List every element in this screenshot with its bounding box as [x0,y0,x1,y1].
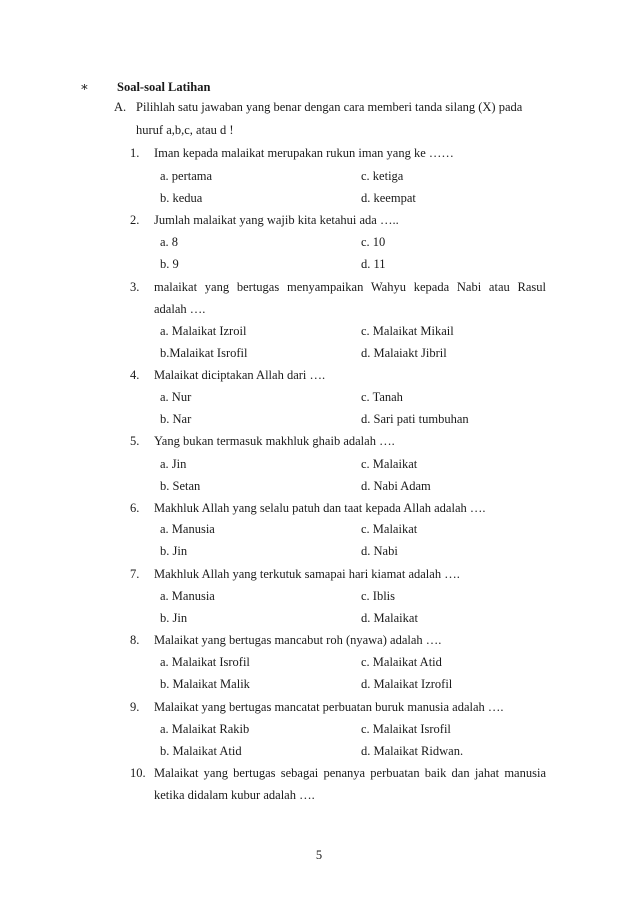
option-a: a. Manusia [160,522,215,536]
option-a: a. Manusia [160,589,215,603]
question-number: 6. [130,501,140,515]
question-text: malaikat yang bertugas menyampaikan Wahyu kepada Nabi atau Rasul [154,280,546,294]
option-d: d. 11 [361,257,386,271]
question-text: Malaikat yang bertugas mancatat perbuatan buruk manusia adalah …. [154,700,504,714]
question-text: Malaikat yang bertugas mancabut roh (nyawa) adalah …. [154,633,442,647]
question-text: Malaikat yang bertugas sebagai penanya perbuatan baik dan jahat manusia [154,766,546,780]
option-c: c. ketiga [361,169,404,183]
option-b: b. Malaikat Malik [160,677,250,691]
option-d: d. Malaikat Ridwan. [361,744,464,758]
question-text-continued: adalah …. [154,302,206,316]
question-number: 3. [130,280,140,294]
question-text: Yang bukan termasuk makhluk ghaib adalah …. [154,434,395,448]
option-d: d. keempat [361,191,416,205]
option-d: d. Malaikat Izrofil [361,677,453,691]
instruction-letter: A. [114,100,127,114]
option-c: c. Malaikat Atid [361,655,442,669]
question-number: 2. [130,213,140,227]
question-text: Jumlah malaikat yang wajib kita ketahui ada ….. [154,213,399,227]
option-b: b. 9 [160,257,179,271]
option-b: b.Malaikat Isrofil [160,346,248,360]
option-d: d. Malaikat [361,611,418,625]
option-b: b. Malaikat Atid [160,744,242,758]
option-c: c. Malaikat Mikail [361,324,454,338]
option-b: b. Jin [160,544,188,558]
question-number: 1. [130,146,140,160]
question-number: 4. [130,368,140,382]
option-d: d. Nabi Adam [361,479,431,493]
question-number: 8. [130,633,140,647]
option-b: b. kedua [160,191,203,205]
option-a: a. Malaikat Izroil [160,324,247,338]
question-text: Makhluk Allah yang terkutuk samapai hari kiamat adalah …. [154,567,460,581]
option-a: a. Malaikat Isrofil [160,655,250,669]
question-number: 7. [130,567,140,581]
option-a: a. Nur [160,390,192,404]
option-b: b. Nar [160,412,192,426]
question-text: Makhluk Allah yang selalu patuh dan taat kepada Allah adalah …. [154,501,486,515]
question-text: Iman kepada malaikat merupakan rukun iman yang ke …… [154,146,454,160]
question-number: 5. [130,434,140,448]
option-c: c. Tanah [361,390,403,404]
option-d: d. Sari pati tumbuhan [361,412,469,426]
bullet-icon: ∗ [80,79,89,94]
page-number: 5 [315,848,323,862]
option-b: b. Setan [160,479,201,493]
option-c: c. Malaikat [361,457,418,471]
option-c: c. 10 [361,235,386,249]
option-b: b. Jin [160,611,188,625]
instruction-text: Pilihlah satu jawaban yang benar dengan cara memberi tanda silang (X) pada [136,100,523,114]
option-d: d. Nabi [361,544,398,558]
option-a: a. pertama [160,169,213,183]
option-d: d. Malaiakt Jibril [361,346,447,360]
option-a: a. 8 [160,235,179,249]
option-a: a. Malaikat Rakib [160,722,250,736]
question-text: Malaikat diciptakan Allah dari …. [154,368,326,382]
option-c: c. Malaikat Isrofil [361,722,451,736]
section-title: Soal-soal Latihan [117,80,211,94]
option-c: c. Iblis [361,589,396,603]
option-c: c. Malaikat [361,522,418,536]
instruction-text-continued: huruf a,b,c, atau d ! [136,123,234,137]
question-text-continued: ketika didalam kubur adalah …. [154,788,315,802]
question-number: 10. [130,766,146,780]
question-number: 9. [130,700,140,714]
option-a: a. Jin [160,457,187,471]
